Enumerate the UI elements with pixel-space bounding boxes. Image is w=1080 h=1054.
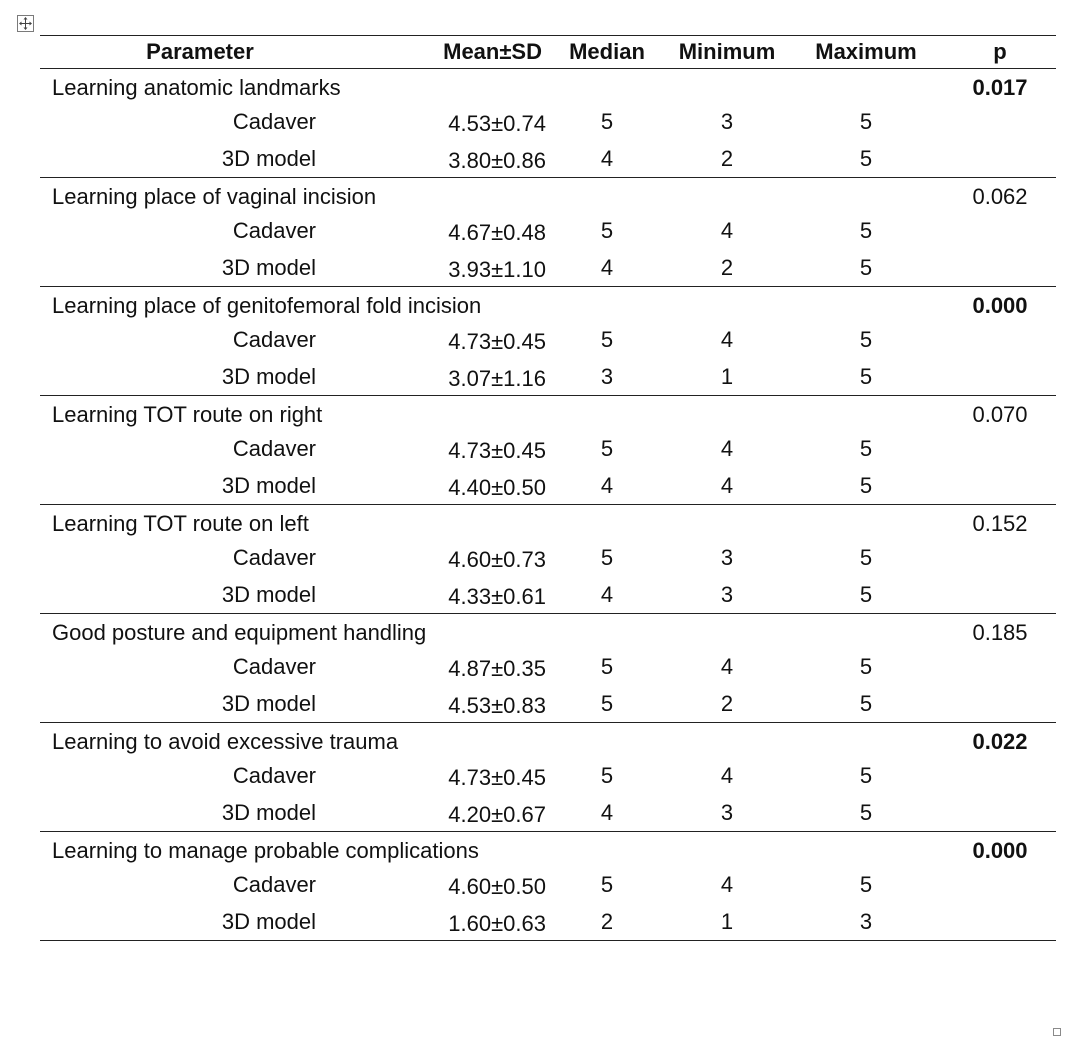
maximum-value: 5: [788, 468, 944, 505]
mean-sd-value: 3.07±1.16: [420, 359, 548, 396]
minimum-value: 4: [666, 468, 788, 505]
table-row: [40, 213, 1056, 250]
table-header-row: [40, 36, 1056, 69]
table-row: [40, 359, 1056, 396]
table-row: [40, 795, 1056, 832]
group-label: 3D model: [40, 359, 420, 396]
results-table: [40, 35, 1056, 941]
minimum-value: 1: [666, 904, 788, 941]
mean-sd-value: 4.53±0.74: [448, 111, 546, 136]
parameter-name: Learning to manage probable complications: [52, 838, 479, 863]
median-value: 5: [600, 872, 614, 897]
table-row: [40, 686, 1056, 723]
median-value: 5: [600, 436, 614, 461]
maximum-value: 5: [788, 795, 944, 832]
mean-sd-value: 4.40±0.50: [420, 468, 548, 505]
minimum-value: 4: [720, 218, 734, 243]
minimum-value: 4: [720, 436, 734, 461]
group-label: 3D model: [40, 468, 420, 505]
p-empty-cell: [944, 141, 1056, 178]
group-label: Cadaver: [232, 218, 316, 243]
table-resize-handle[interactable]: [1053, 1028, 1061, 1036]
mean-sd-value: 4.60±0.50: [448, 874, 546, 899]
median-value: 2: [548, 904, 666, 941]
parameter-name: Learning TOT route on right: [52, 402, 323, 427]
table-body: [40, 69, 1056, 941]
results-table-container: [40, 35, 1056, 941]
median-value: 5: [548, 686, 666, 723]
maximum-value: 5: [859, 436, 873, 461]
maximum-value: 5: [859, 545, 873, 570]
minimum-value: 2: [666, 141, 788, 178]
minimum-value: 3: [666, 795, 788, 832]
header-mean-sd: Mean±SD: [420, 36, 548, 69]
group-label: 3D model: [40, 577, 420, 614]
table-row: [40, 141, 1056, 178]
minimum-value: 2: [666, 250, 788, 287]
table-row: [40, 867, 1056, 904]
p-empty-cell: [944, 104, 1056, 141]
median-value: 4: [548, 795, 666, 832]
maximum-value: 5: [859, 218, 873, 243]
parameter-row: [40, 69, 1056, 105]
p-empty-cell: [944, 431, 1056, 468]
parameter-row: [40, 178, 1056, 214]
p-value: 0.152: [972, 511, 1028, 536]
parameter-name: Learning place of vaginal incision: [52, 184, 377, 209]
group-label: Cadaver: [232, 327, 316, 352]
parameter-name: Learning place of genitofemoral fold incision: [52, 293, 482, 318]
minimum-value: 1: [666, 359, 788, 396]
mean-sd-value: 4.67±0.48: [448, 220, 546, 245]
group-label: Cadaver: [232, 109, 316, 134]
group-label: 3D model: [40, 686, 420, 723]
group-label: 3D model: [40, 795, 420, 832]
mean-sd-value: 3.80±0.86: [420, 141, 548, 178]
minimum-value: 4: [720, 872, 734, 897]
p-empty-cell: [944, 795, 1056, 832]
table-row: [40, 649, 1056, 686]
group-label: Cadaver: [232, 436, 316, 461]
mean-sd-value: 4.73±0.45: [448, 765, 546, 790]
group-label: Cadaver: [232, 545, 316, 570]
p-value: 0.185: [972, 620, 1028, 645]
mean-sd-value: 1.60±0.63: [420, 904, 548, 941]
minimum-value: 3: [720, 109, 734, 134]
median-value: 3: [548, 359, 666, 396]
maximum-value: 3: [788, 904, 944, 941]
mean-sd-value: 4.33±0.61: [420, 577, 548, 614]
mean-sd-value: 3.93±1.10: [420, 250, 548, 287]
minimum-value: 2: [666, 686, 788, 723]
maximum-value: 5: [859, 763, 873, 788]
table-row: [40, 250, 1056, 287]
parameter-row: [40, 396, 1056, 432]
median-value: 5: [600, 218, 614, 243]
p-value: 0.000: [972, 838, 1028, 863]
parameter-row: [40, 287, 1056, 323]
p-empty-cell: [944, 649, 1056, 686]
p-value: 0.062: [972, 184, 1028, 209]
minimum-value: 4: [720, 327, 734, 352]
parameter-row: [40, 723, 1056, 759]
table-row: [40, 104, 1056, 141]
p-empty-cell: [944, 468, 1056, 505]
minimum-value: 4: [720, 654, 734, 679]
minimum-value: 3: [720, 545, 734, 570]
p-empty-cell: [944, 758, 1056, 795]
maximum-value: 5: [859, 327, 873, 352]
p-value: 0.017: [972, 75, 1028, 100]
median-value: 5: [600, 545, 614, 570]
median-value: 4: [548, 141, 666, 178]
table-row: [40, 577, 1056, 614]
parameter-row: [40, 614, 1056, 650]
p-empty-cell: [944, 359, 1056, 396]
parameter-name: Good posture and equipment handling: [52, 620, 427, 645]
header-p: p: [944, 36, 1056, 69]
p-empty-cell: [944, 322, 1056, 359]
table-row: [40, 322, 1056, 359]
maximum-value: 5: [788, 359, 944, 396]
p-value: 0.070: [972, 402, 1028, 427]
header-minimum: Minimum: [666, 36, 788, 69]
parameter-name: Learning TOT route on left: [52, 511, 309, 536]
p-empty-cell: [944, 540, 1056, 577]
maximum-value: 5: [788, 577, 944, 614]
maximum-value: 5: [859, 654, 873, 679]
group-label: Cadaver: [232, 654, 316, 679]
median-value: 5: [600, 327, 614, 352]
group-label: 3D model: [40, 141, 420, 178]
table-move-handle-icon[interactable]: [17, 15, 34, 32]
group-label: Cadaver: [232, 763, 316, 788]
median-value: 4: [548, 577, 666, 614]
median-value: 5: [600, 109, 614, 134]
median-value: 5: [600, 763, 614, 788]
parameter-name: Learning anatomic landmarks: [52, 75, 341, 100]
p-empty-cell: [944, 213, 1056, 250]
mean-sd-value: 4.73±0.45: [448, 438, 546, 463]
p-empty-cell: [944, 867, 1056, 904]
p-value: 0.000: [972, 293, 1028, 318]
header-median: Median: [548, 36, 666, 69]
group-label: 3D model: [40, 904, 420, 941]
parameter-name: Learning to avoid excessive trauma: [52, 729, 399, 754]
table-row: [40, 540, 1056, 577]
header-parameter: Parameter: [40, 36, 420, 69]
median-value: 4: [548, 250, 666, 287]
maximum-value: 5: [859, 872, 873, 897]
mean-sd-value: 4.20±0.67: [420, 795, 548, 832]
minimum-value: 3: [666, 577, 788, 614]
median-value: 5: [600, 654, 614, 679]
p-empty-cell: [944, 686, 1056, 723]
p-empty-cell: [944, 250, 1056, 287]
group-label: 3D model: [40, 250, 420, 287]
table-row: [40, 468, 1056, 505]
median-value: 4: [548, 468, 666, 505]
p-empty-cell: [944, 904, 1056, 941]
p-value: 0.022: [972, 729, 1028, 754]
table-row: [40, 904, 1056, 941]
header-maximum: Maximum: [788, 36, 944, 69]
minimum-value: 4: [720, 763, 734, 788]
maximum-value: 5: [788, 686, 944, 723]
maximum-value: 5: [788, 250, 944, 287]
group-label: Cadaver: [232, 872, 316, 897]
mean-sd-value: 4.73±0.45: [448, 329, 546, 354]
maximum-value: 5: [859, 109, 873, 134]
parameter-row: [40, 832, 1056, 868]
mean-sd-value: 4.87±0.35: [448, 656, 546, 681]
p-empty-cell: [944, 577, 1056, 614]
mean-sd-value: 4.60±0.73: [448, 547, 546, 572]
parameter-row: [40, 505, 1056, 541]
mean-sd-value: 4.53±0.83: [420, 686, 548, 723]
table-row: [40, 758, 1056, 795]
table-row: [40, 431, 1056, 468]
maximum-value: 5: [788, 141, 944, 178]
